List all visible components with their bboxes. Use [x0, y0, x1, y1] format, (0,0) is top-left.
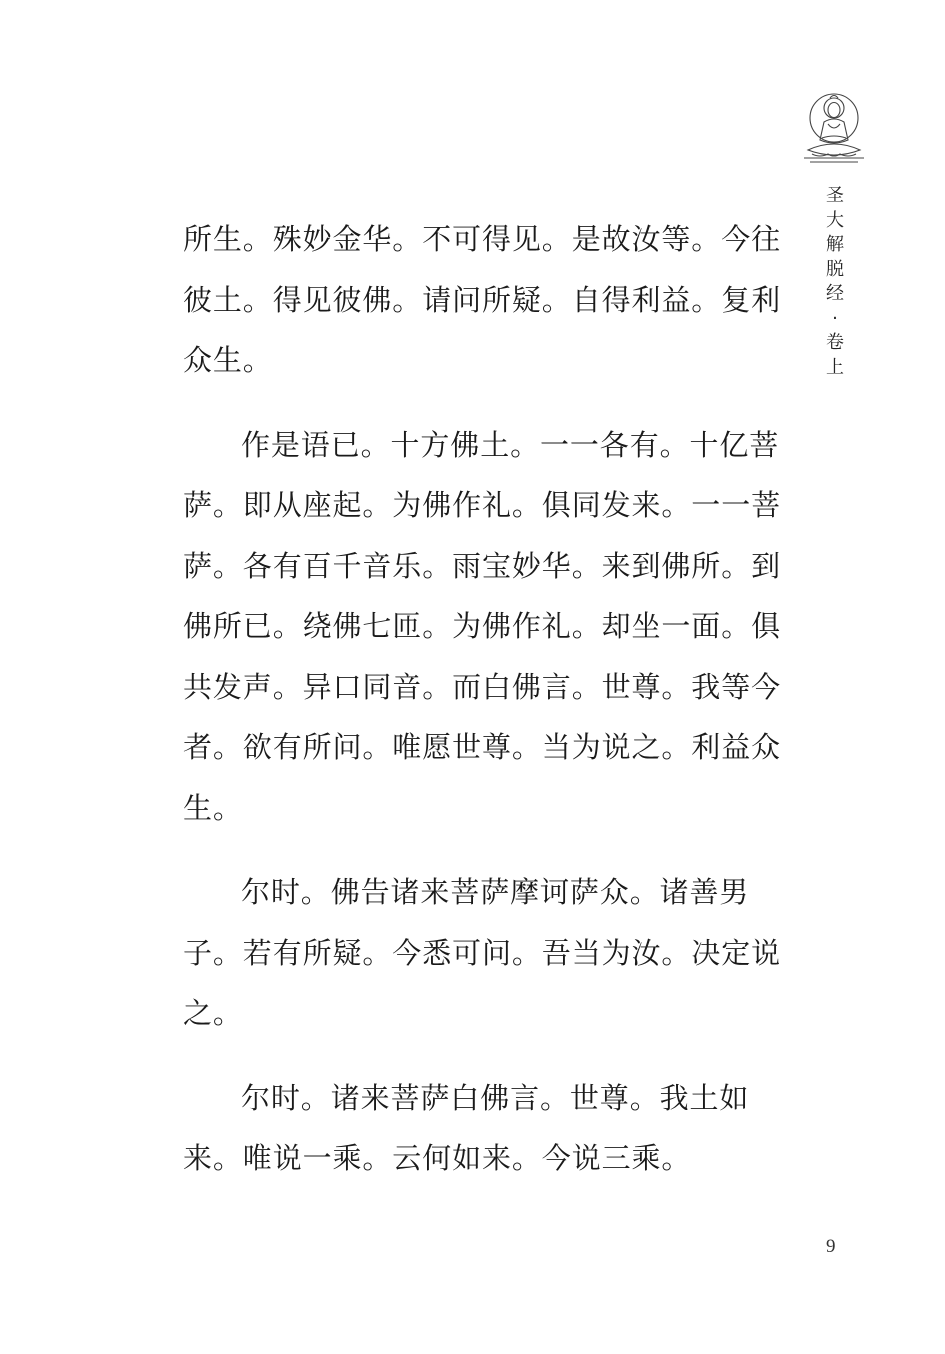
text-line: 彼土。得见彼佛。请问所疑。自得利益。复利: [183, 282, 782, 317]
running-head-char: 上: [826, 356, 844, 378]
text-line: 子。若有所疑。今悉可问。吾当为汝。决定说: [183, 935, 782, 970]
paragraph: [183, 862, 783, 1044]
running-head-char: 脱: [826, 258, 844, 280]
running-head-char: 经: [826, 283, 844, 304]
text-line: 之。: [183, 996, 243, 1030]
running-head: [822, 184, 848, 380]
running-head-char: 大: [826, 209, 844, 231]
paragraph: [183, 415, 783, 839]
running-head-char: 圣: [826, 185, 844, 206]
text-line: 众生。: [183, 343, 273, 377]
text-line: 尔时。佛告诸来菩萨摩诃萨众。诸善男: [241, 875, 750, 909]
text-line: 生。: [183, 790, 243, 825]
text-line: 者。欲有所问。唯愿世尊。当为说之。利益众: [183, 730, 782, 764]
running-head-char: 卷: [826, 332, 844, 353]
paragraph: [183, 1068, 783, 1189]
paragraph: [183, 209, 783, 391]
text-line: 萨。即从座起。为佛作礼。俱同发来。一一菩: [183, 488, 782, 522]
text-line: 尔时。诸来菩萨白佛言。世尊。我土如: [241, 1080, 750, 1115]
page-number: 9: [826, 1236, 836, 1257]
running-head-char: 解: [826, 234, 844, 255]
paragraph-gap: [183, 391, 783, 415]
text-line: 共发声。异口同音。而白佛言。世尊。我等今: [183, 669, 782, 704]
seated-buddha-icon: [800, 88, 868, 168]
text-line: 萨。各有百千音乐。雨宝妙华。来到佛所。到: [183, 548, 782, 583]
text-line: 作是语已。十方佛土。一一各有。十亿菩: [241, 427, 780, 462]
running-head-char: ·: [832, 307, 838, 329]
paragraph-gap: [183, 838, 783, 862]
text-line: 所生。殊妙金华。不可得见。是故汝等。今往: [183, 222, 782, 256]
paragraph-gap: [183, 1044, 783, 1068]
text-line: 来。唯说一乘。云何如来。今说三乘。: [183, 1141, 692, 1175]
text-line: 佛所已。绕佛七匝。为佛作礼。却坐一面。俱: [183, 609, 782, 643]
body-text: [183, 209, 783, 1189]
